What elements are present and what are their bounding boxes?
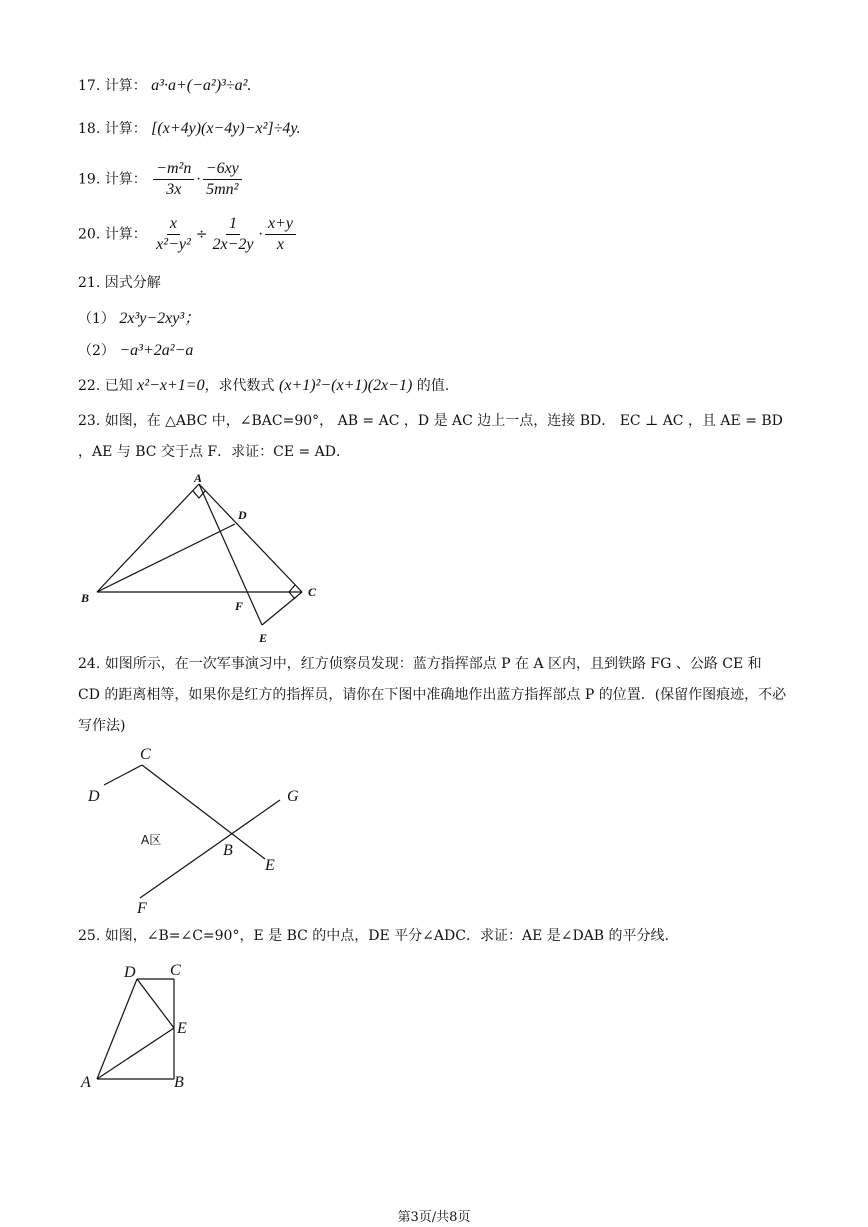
- q25-segment-de: [137, 979, 174, 1028]
- q23-label-e: E: [259, 631, 268, 645]
- q25-segment-ae: [97, 1028, 174, 1079]
- q23-label-c: C: [308, 585, 317, 599]
- q23-segment-ab: [97, 484, 199, 592]
- q18-expression: [(x+4y)(x−4y)−x²]÷4y.: [151, 120, 301, 137]
- q23-segment-ae: [199, 484, 262, 625]
- q19-fraction-2: $\frac{-6xy}{\text{5mn²}}$: [203, 160, 242, 199]
- q23-label-d: D: [238, 508, 247, 522]
- q20-fraction-2: $\frac{1}{2x-2y}$: [212, 215, 254, 253]
- question-24-text: 24. 如图所示，在一次军事演习中，红方侦察员发现：蓝方指挥部点 P 在 A 区内，且到铁路 FG 、公路 CE 和 CD 的距离相等，如果你是红方的指挥员，请你在下图中准确地作出蓝方指挥部点 P 的位置．(保留作图痕迹，不必写作法): [78, 656, 787, 734]
- q25-label-b: B: [174, 1074, 184, 1091]
- q20-label: 20. 计算：: [78, 226, 147, 243]
- question-19: 19. 计算： $\frac{\text{−m²n}}{3x}$ · $\frac{-6xy}{\text{5mn²}}$: [78, 160, 244, 199]
- q24-figure: [80, 743, 340, 918]
- q23-segment-ce: [262, 592, 302, 625]
- q17-expression: a³·a+(−a²)³÷a².: [151, 77, 252, 94]
- question-22: 22. 已知 x²−x+1=0，求代数式 (x+1)²−(x+1)(2x−1) 的值.: [78, 377, 450, 394]
- q23-label-f: F: [235, 599, 244, 613]
- q25-label-a: A: [81, 1074, 91, 1091]
- q24-label-e: E: [265, 857, 275, 874]
- question-18: [78, 118, 301, 138]
- q25-figure: [75, 955, 215, 1095]
- q24-label-b: B: [223, 842, 233, 859]
- q23-segment-ac: [199, 484, 302, 592]
- q24-label-c: C: [140, 746, 151, 763]
- q20-fraction-3: $\frac{x+y}{x}$: [265, 215, 296, 254]
- q24-road-cd: [104, 765, 142, 785]
- question-23-text: 23. 如图，在 △ABC 中，∠BAC=90°， AB = AC ，D 是 AC 边上一点，连接 BD． EC ⊥ AC ，且 AE = BD ，AE 与 BC 交于点 F．求证：CE = AD．: [78, 413, 783, 460]
- q24-railway-fg: [140, 800, 280, 898]
- q19-fraction-1: $\frac{\text{−m²n}}{3x}$: [153, 160, 194, 199]
- q23-label-b: B: [81, 591, 90, 605]
- question-25-text: 25. 如图，∠B=∠C=90°，E 是 BC 的中点，DE 平分∠ADC．求证：AE 是∠DAB 的平分线.: [78, 928, 669, 944]
- q23-figure: [75, 470, 335, 645]
- q20-fraction-1: $\frac{x}{\text{x²−y²}}$: [156, 215, 191, 253]
- question-20: 20. 计算： $\frac{x}{\text{x²−y²}}$ ÷ $\frac{1}{2x-2y}$ · $\frac{x+y}{x}$: [78, 215, 298, 254]
- q25-label-c: C: [170, 962, 181, 979]
- q25-label-d: D: [124, 964, 136, 981]
- q23-label-a: A: [194, 471, 203, 485]
- question-21-part-1: （1） 2x³y−2xy³；: [78, 310, 201, 327]
- question-21-title: 21. 因式分解: [78, 275, 161, 291]
- q24-zone-label: A区: [141, 833, 162, 847]
- page-footer: 第3页/共8页: [397, 1210, 471, 1225]
- q25-segment-ad: [97, 979, 137, 1079]
- q19-label: 19. 计算：: [78, 171, 147, 188]
- q24-label-g: G: [287, 788, 299, 805]
- q25-label-e: E: [177, 1020, 187, 1037]
- q24-label-d: D: [88, 788, 100, 805]
- question-17: [78, 75, 251, 95]
- q23-segment-bd: [97, 524, 235, 592]
- q17-label: 17. 计算：: [78, 78, 147, 94]
- q24-label-f: F: [137, 900, 147, 917]
- question-21-part-2: （2） −a³+2a²−a: [78, 342, 194, 359]
- q18-label: 18. 计算：: [78, 121, 147, 137]
